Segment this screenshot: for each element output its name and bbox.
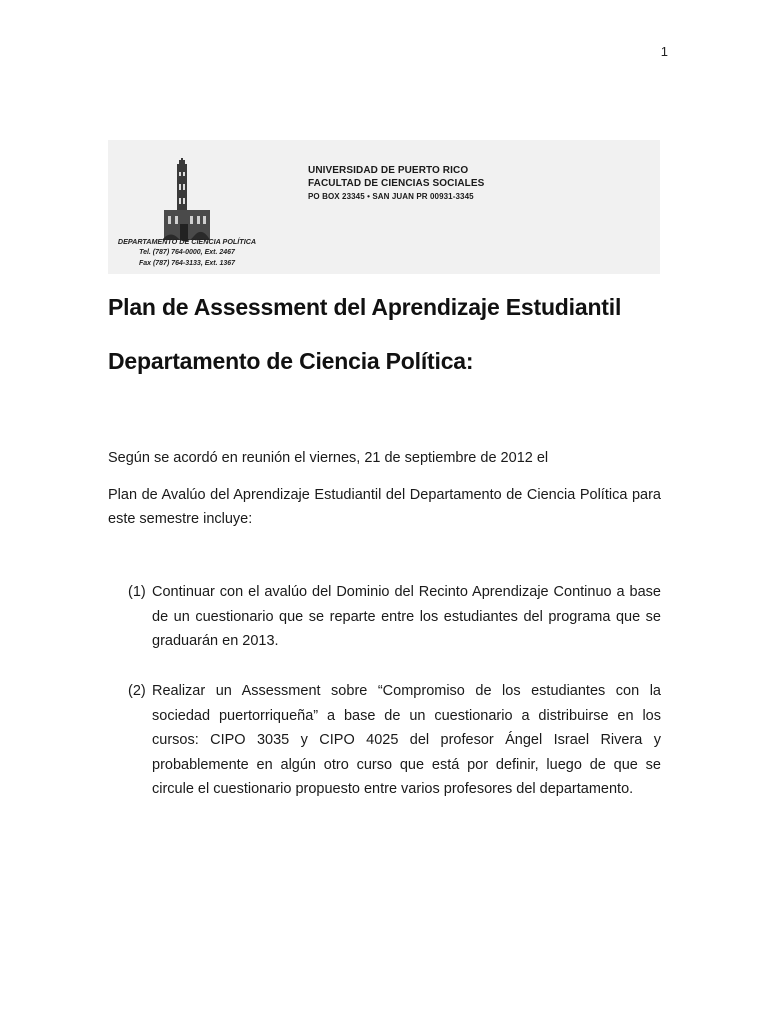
document-title: Plan de Assessment del Aprendizaje Estudiantil xyxy=(108,294,622,320)
intro-paragraph: Según se acordó en reunión el viernes, 21 de septiembre de 2012 el xyxy=(108,450,549,466)
university-tower-logo xyxy=(160,158,212,242)
letterhead xyxy=(108,140,660,274)
department-fax: Fax (787) 764-3133, Ext. 1367 xyxy=(138,260,236,267)
list-item xyxy=(128,580,661,654)
list-item-number: (2) xyxy=(128,683,146,699)
department-tel: Tel. (787) 764-0000, Ext. 2467 xyxy=(139,249,235,256)
document-subtitle: Departamento de Ciencia Política: xyxy=(108,348,474,374)
university-name: UNIVERSIDAD DE PUERTO RICO xyxy=(308,165,469,176)
list-item xyxy=(128,679,661,802)
plan-paragraph: Plan de Avalúo del Aprendizaje Estudiantil del Departamento de Ciencia Política para este semestre incluye: xyxy=(108,487,661,527)
list-item-number: (1) xyxy=(128,584,146,600)
university-header xyxy=(308,164,484,203)
department-contact xyxy=(112,236,262,269)
page-number: 1 xyxy=(660,44,668,59)
list-item-text: Continuar con el avalúo del Dominio del Recinto Aprendizaje Continuo a base de un cuestionario que se reparte entre los estudiantes del programa que se graduarán en 2013. xyxy=(152,584,661,649)
department-name: DEPARTAMENTO DE CIENCIA POLÍTICA xyxy=(117,237,257,246)
list-item-text: Realizar un Assessment sobre “Compromiso de los estudiantes con la sociedad puertorriqueña” a base de un cuestionario a distribuirse en los cursos: CIPO 3035 y CIPO 4025 del profesor Ángel Israel Rivera y probablemente en algún otro curso que está por definir, luego de que se circule el cuestionario propuesto entre varios profesores del departamento. xyxy=(152,683,661,797)
university-address: PO BOX 23345 • SAN JUAN PR 00931-3345 xyxy=(308,192,474,201)
faculty-name: FACULTAD DE CIENCIAS SOCIALES xyxy=(308,178,485,189)
